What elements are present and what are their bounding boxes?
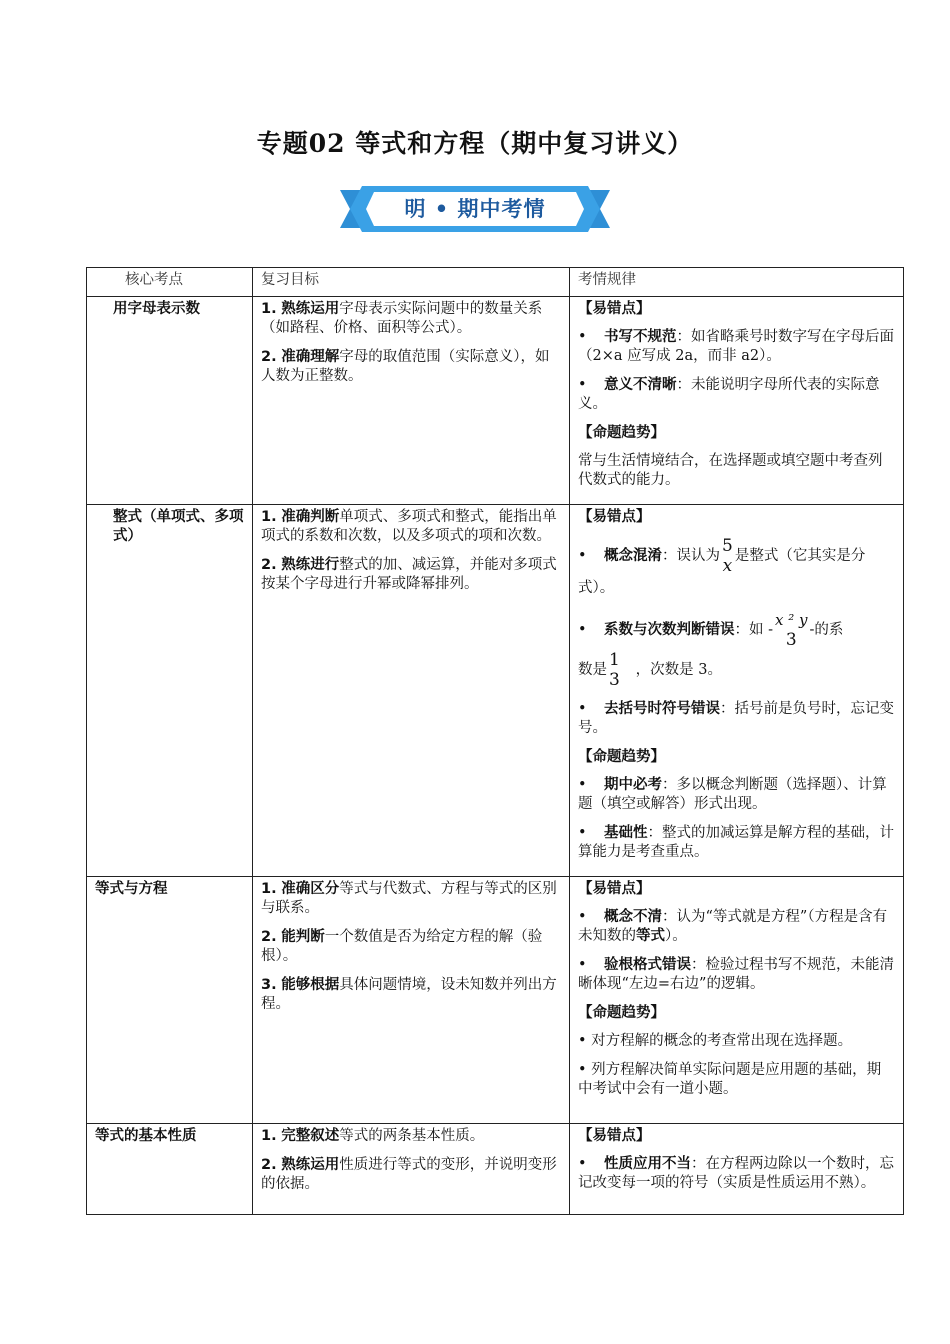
goal-cell xyxy=(253,297,570,505)
topic-label: 等式的基本性质 xyxy=(95,1128,197,1144)
error-section-title: 【易错点】 xyxy=(578,1128,651,1144)
trend-point: • 对方程解的概念的考查常出现在选择题。 xyxy=(578,1033,853,1049)
goal-cell xyxy=(253,1124,570,1215)
goal-cell xyxy=(253,877,570,1124)
error-point: • 意义不清晰：未能说明字母所代表的实际意义。 xyxy=(578,377,880,412)
review-table xyxy=(86,267,904,1215)
goal-item: 1. 完整叙述等式的两条基本性质。 xyxy=(261,1128,485,1144)
error-section-title: 【易错点】 xyxy=(578,301,651,317)
goal-item: 1. 准确判断单项式、多项式和整式，能指出单项式的系数和次数，以及多项式的项和次数。 xyxy=(261,509,557,544)
trend-section-title: 【命题趋势】 xyxy=(578,425,665,441)
error-point: • 书写不规范：如省略乘号时数字写在字母后面（2×a 应写成 2a，而非 a2）。 xyxy=(578,329,894,364)
table-header-row xyxy=(87,268,904,297)
goal-item: 1. 准确区分等式与代数式、方程与等式的区别与联系。 xyxy=(261,881,557,916)
pattern-cell xyxy=(570,297,904,505)
trend-point: • 期中必考：多以概念判断题（选择题）、计算题（填空或解答）形式出现。 xyxy=(578,777,887,812)
goal-item: 2. 能判断一个数值是否为给定方程的解（验根）。 xyxy=(261,929,543,964)
fraction-x2y-over-3: x ² y 3 xyxy=(775,611,808,650)
topic-cell xyxy=(87,877,253,1124)
error-point: • 系数与次数判断错误：如 - x ² y 3 -的系 数是 1 3 ，次数是 3。 xyxy=(578,611,844,690)
header-review-goal: 复习目标 xyxy=(253,268,570,297)
table-row xyxy=(87,1124,904,1215)
error-point: • 概念混淆：误认为 5 x 是整式（它其实是分式）。 xyxy=(578,536,866,596)
topic-cell xyxy=(87,505,253,877)
topic-cell xyxy=(87,297,253,505)
error-point: • 验根格式错误：检验过程书写不规范，未能清晰体现“左边=右边”的逻辑。 xyxy=(578,957,894,992)
error-section-title: 【易错点】 xyxy=(578,881,651,897)
header-exam-pattern: 考情规律 xyxy=(570,268,904,297)
table-row xyxy=(87,877,904,1124)
topic-label: 等式与方程 xyxy=(95,881,168,897)
error-section-title: 【易错点】 xyxy=(578,509,651,525)
error-point: • 去括号时符号错误：括号前是负号时，忘记变号。 xyxy=(578,701,894,736)
topic-cell xyxy=(87,1124,253,1215)
goal-item: 1. 熟练运用字母表示实际问题中的数量关系（如路程、价格、面积等公式）。 xyxy=(261,301,543,336)
goal-item: 2. 熟练进行整式的加、减运算，并能对多项式按某个字母进行升幂或降幂排列。 xyxy=(261,557,557,592)
topic-label: 用字母表示数 xyxy=(113,301,200,317)
trend-point: • 基础性：整式的加减运算是解方程的基础，计算能力是考查重点。 xyxy=(578,825,894,860)
fraction-1-over-3: 1 3 xyxy=(609,650,620,690)
goal-item: 2. 熟练运用性质进行等式的变形，并说明变形的依据。 xyxy=(261,1157,557,1192)
goal-item: 3. 能够根据具体问题情境，设未知数并列出方程。 xyxy=(261,977,557,1012)
table-row xyxy=(87,505,904,877)
trend-section-title: 【命题趋势】 xyxy=(578,749,665,765)
header-core-topic: 核心考点 xyxy=(87,268,253,297)
goal-cell xyxy=(253,505,570,877)
table-row xyxy=(87,297,904,505)
pattern-cell xyxy=(570,505,904,877)
goal-item: 2. 准确理解字母的取值范围（实际意义），如人数为正整数。 xyxy=(261,349,550,384)
pattern-cell xyxy=(570,1124,904,1215)
trend-text: 常与生活情境结合，在选择题或填空题中考查列代数式的能力。 xyxy=(578,453,883,488)
error-point: • 概念不清：认为“等式就是方程”（方程是含有未知数的等式）。 xyxy=(578,909,888,944)
section-banner xyxy=(340,182,610,236)
banner-text: 明 • 期中考情 xyxy=(404,197,546,221)
trend-section-title: 【命题趋势】 xyxy=(578,1005,665,1021)
page-title: 专题02 等式和方程（期中复习讲义） xyxy=(256,129,694,158)
topic-label: 整式（单项式、多项式） xyxy=(113,509,244,544)
trend-point: • 列方程解决简单实际问题是应用题的基础，期中考试中会有一道小题。 xyxy=(578,1062,882,1097)
fraction-5-over-x: 5 x xyxy=(722,536,733,576)
error-point: • 性质应用不当：在方程两边除以一个数时，忘记改变每一项的符号（实质是性质运用不熟）。 xyxy=(578,1156,894,1191)
pattern-cell xyxy=(570,877,904,1124)
